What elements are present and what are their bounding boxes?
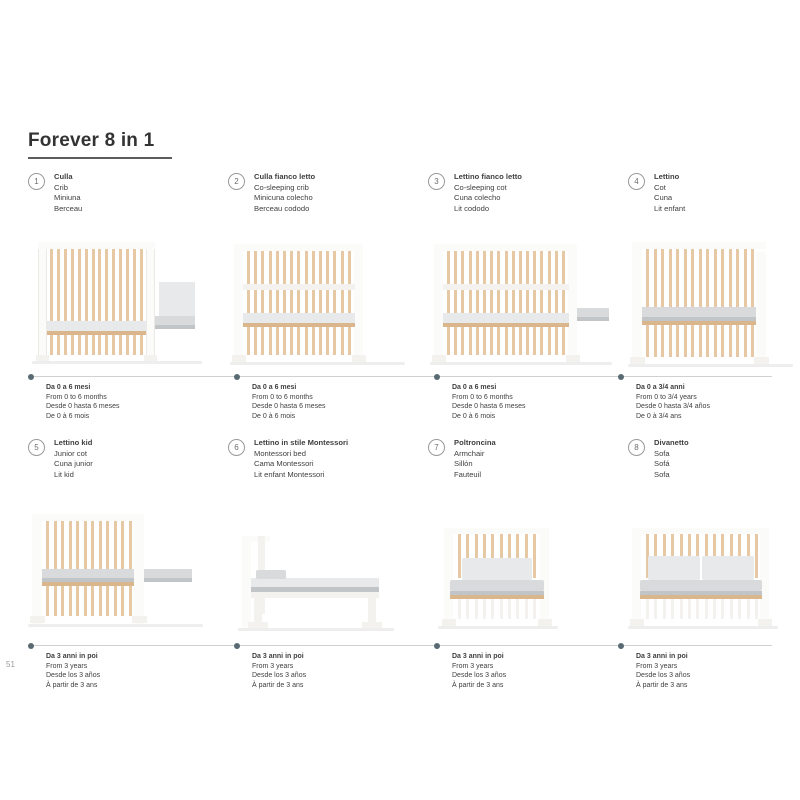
product-name-es: Cuna xyxy=(654,193,673,203)
product-item-1 xyxy=(28,172,220,370)
product-illustration-montessori-bed xyxy=(228,488,420,628)
product-name-it: Lettino in stile Montessori xyxy=(254,438,349,447)
product-name-es: Sillón xyxy=(454,459,473,469)
product-name-es: Miniuna xyxy=(54,193,81,203)
product-names xyxy=(254,172,315,214)
product-heading xyxy=(28,172,220,214)
product-heading xyxy=(428,172,620,214)
product-item-5 xyxy=(28,438,220,628)
page-title: Forever 8 in 1 xyxy=(28,130,155,151)
product-illustration-cot xyxy=(628,222,800,370)
product-name-it: Lettino fianco letto xyxy=(454,172,522,181)
product-name-fr: Berceau cododo xyxy=(254,203,310,213)
product-item-6 xyxy=(228,438,420,628)
product-heading xyxy=(228,438,420,480)
divider-dot xyxy=(434,374,440,380)
divider-dot xyxy=(234,374,240,380)
age-label-2: Da 0 a 6 mesi From 0 to 6 months Desde 0 hasta 6 meses De 0 à 6 mois xyxy=(252,384,326,420)
product-number-badge: 3 xyxy=(428,173,445,190)
product-number-badge: 4 xyxy=(628,173,645,190)
product-name-fr: Berceau xyxy=(54,203,83,213)
product-illustration-crib xyxy=(28,222,220,370)
product-name-it: Divanetto xyxy=(654,438,689,447)
product-name-it: Culla fianco letto xyxy=(254,172,316,181)
title-underline xyxy=(28,157,172,159)
product-illustration-cosleeping-cot xyxy=(428,222,620,370)
product-names xyxy=(654,172,685,214)
divider-dot xyxy=(618,374,624,380)
age-label-8: Da 3 anni in poi From 3 years Desde los 3 años À partir de 3 ans xyxy=(636,653,691,689)
product-heading xyxy=(228,172,420,214)
product-names xyxy=(54,438,93,480)
product-names xyxy=(254,438,348,480)
product-names xyxy=(54,172,82,214)
product-name-en: Co-sleeping crib xyxy=(254,182,309,192)
age-label-5: Da 3 anni in poi From 3 years Desde los 3 años À partir de 3 ans xyxy=(46,653,101,689)
page-title-block xyxy=(28,130,172,159)
product-name-es: Cama Montessori xyxy=(254,459,314,469)
product-name-fr: Lit enfant Montessori xyxy=(254,469,325,479)
product-heading xyxy=(28,438,220,480)
divider-dot xyxy=(434,643,440,649)
product-name-en: Co-sleeping cot xyxy=(454,182,507,192)
age-label-6: Da 3 anni in poi From 3 years Desde los 3 años À partir de 3 ans xyxy=(252,653,307,689)
product-heading xyxy=(428,438,620,480)
product-illustration-cosleeping-crib xyxy=(228,222,420,370)
product-name-es: Cuna colecho xyxy=(454,193,501,203)
age-label-3: Da 0 a 6 mesi From 0 to 6 months Desde 0 hasta 6 meses De 0 à 6 mois xyxy=(452,384,526,420)
product-name-fr: Fauteuil xyxy=(454,469,482,479)
product-name-it: Lettino xyxy=(654,172,680,181)
product-name-fr: Sofa xyxy=(654,469,670,479)
product-illustration-sofa xyxy=(628,488,800,628)
divider-dot xyxy=(618,643,624,649)
product-name-fr: Lit enfant xyxy=(654,203,686,213)
product-name-it: Culla xyxy=(54,172,73,181)
product-name-it: Lettino kid xyxy=(54,438,93,447)
product-name-es: Sofá xyxy=(654,459,670,469)
product-names xyxy=(454,172,522,214)
product-name-en: Junior cot xyxy=(54,448,87,458)
product-name-en: Cot xyxy=(654,182,666,192)
product-name-en: Crib xyxy=(54,182,68,192)
product-number-badge: 2 xyxy=(228,173,245,190)
product-item-7 xyxy=(428,438,620,628)
product-illustration-armchair xyxy=(428,488,620,628)
product-number-badge: 5 xyxy=(28,439,45,456)
product-illustration-junior-cot xyxy=(28,488,220,628)
product-heading xyxy=(628,172,800,214)
product-number-badge: 7 xyxy=(428,439,445,456)
product-names xyxy=(654,438,689,480)
product-name-en: Armchair xyxy=(454,448,485,458)
page-number: 51 xyxy=(6,660,15,669)
product-name-es: Minicuna colecho xyxy=(254,193,313,203)
age-label-7: Da 3 anni in poi From 3 years Desde los 3 años À partir de 3 ans xyxy=(452,653,507,689)
divider-row-1 xyxy=(28,376,772,377)
product-item-4 xyxy=(628,172,800,370)
age-label-1: Da 0 a 6 mesi From 0 to 6 months Desde 0 hasta 6 meses De 0 à 6 mois xyxy=(46,384,120,420)
product-name-es: Cuna junior xyxy=(54,459,93,469)
product-number-badge: 1 xyxy=(28,173,45,190)
age-label-4: Da 0 a 3/4 anni From 0 to 3/4 years Desde 0 hasta 3/4 años De 0 à 3/4 ans xyxy=(636,384,710,420)
product-name-fr: Lit kid xyxy=(54,469,74,479)
product-name-it: Poltroncina xyxy=(454,438,496,447)
divider-dot xyxy=(234,643,240,649)
product-names xyxy=(454,438,496,480)
product-number-badge: 8 xyxy=(628,439,645,456)
product-number-badge: 6 xyxy=(228,439,245,456)
product-item-2 xyxy=(228,172,420,370)
product-item-8 xyxy=(628,438,800,628)
divider-dot xyxy=(28,374,34,380)
divider-dot xyxy=(28,643,34,649)
product-name-en: Montessori bed xyxy=(254,448,306,458)
divider-row-2 xyxy=(28,645,772,646)
product-name-fr: Lit cododo xyxy=(454,203,490,213)
product-item-3 xyxy=(428,172,620,370)
product-heading xyxy=(628,438,800,480)
product-name-en: Sofa xyxy=(654,448,670,458)
